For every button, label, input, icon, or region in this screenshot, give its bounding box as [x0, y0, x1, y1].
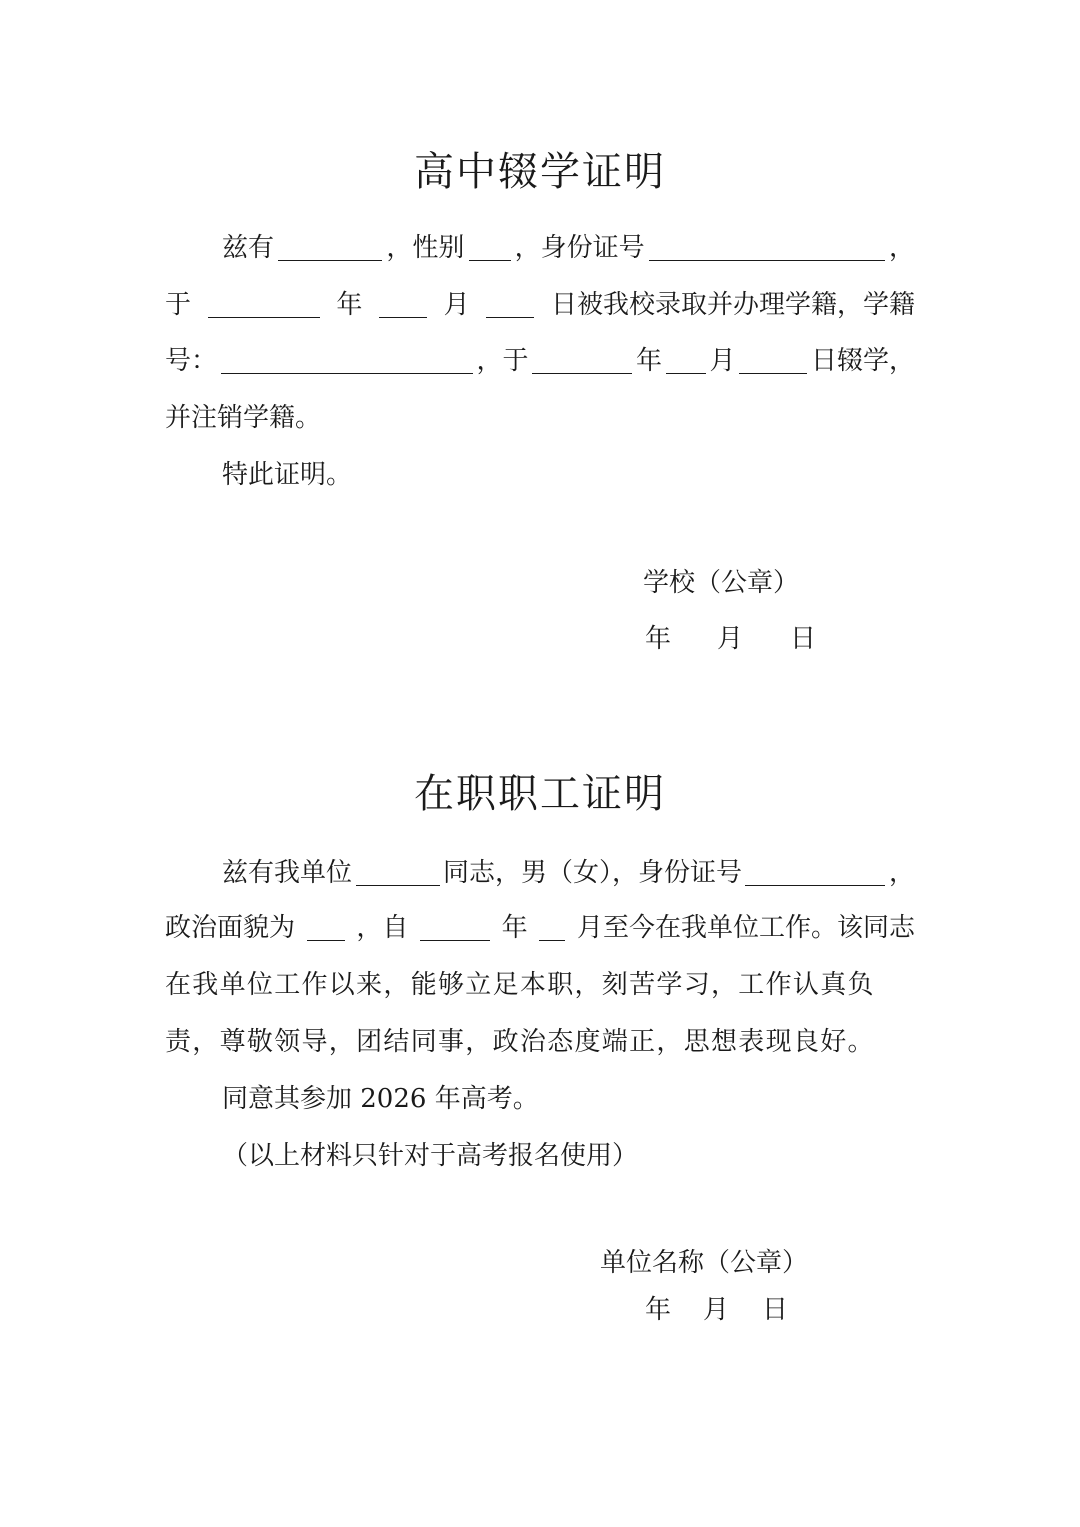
- text: 年: [501, 913, 528, 943]
- political-status-blank[interactable]: [307, 916, 345, 941]
- text: 同志，男（女），身份证号: [442, 858, 742, 888]
- text: 日辍学，: [810, 346, 915, 376]
- text: 日被我校录取并办理学籍，学籍: [550, 290, 915, 320]
- cert2-line-6: [222, 1133, 915, 1169]
- enroll-year-blank[interactable]: [208, 293, 320, 318]
- cert2-line-4: [165, 1019, 915, 1055]
- text: 月: [443, 290, 470, 320]
- date-year-label: 年: [645, 624, 672, 654]
- cert1-line-4: [165, 395, 915, 431]
- name-blank[interactable]: [278, 236, 382, 261]
- start-month-blank[interactable]: [539, 916, 565, 941]
- cert2-line-2: [165, 905, 915, 941]
- dropout-month-blank[interactable]: [666, 349, 706, 374]
- text: 兹有我单位: [222, 858, 353, 888]
- cert2-line-1: [222, 850, 915, 886]
- text: ，于: [476, 346, 529, 376]
- text: 特此证明。: [222, 460, 353, 490]
- gender-blank[interactable]: [469, 236, 511, 261]
- cert1-line-1: [222, 225, 915, 261]
- text: 在我单位工作以来，能够立足本职，刻苦学习，工作认真负: [165, 970, 875, 1000]
- dropout-day-blank[interactable]: [739, 349, 807, 374]
- text: 年: [336, 290, 363, 320]
- cert2-line-3: [165, 962, 915, 998]
- cert2-title: 在职职工证明: [414, 771, 666, 817]
- employee-name-blank[interactable]: [356, 861, 440, 886]
- text: 兹有: [222, 233, 275, 263]
- date-day-label: 日: [790, 624, 817, 654]
- text: （以上材料只针对于高考报名使用）: [222, 1141, 639, 1171]
- date-year-label: 年: [645, 1295, 672, 1325]
- id-number-blank[interactable]: [745, 861, 885, 886]
- cert2-line-5: [222, 1076, 915, 1112]
- start-year-blank[interactable]: [420, 916, 490, 941]
- cert1-line-3: [165, 338, 915, 374]
- text: ，性别: [386, 233, 465, 263]
- text: 月至今在我单位工作。该同志: [576, 913, 915, 943]
- text: 月: [709, 346, 736, 376]
- text: 责，尊敬领导，团结同事，政治态度端正，思想表现良好。: [165, 1027, 875, 1057]
- text: 同意其参加 2026 年高考。: [222, 1084, 539, 1114]
- text: 政治面貌为: [165, 913, 296, 943]
- text: ，自: [356, 913, 409, 943]
- date-month-label: 月: [703, 1295, 730, 1325]
- text: 号：: [165, 346, 218, 376]
- text: ，: [888, 233, 915, 263]
- dropout-year-blank[interactable]: [532, 349, 632, 374]
- enroll-day-blank[interactable]: [486, 293, 534, 318]
- text: ，: [888, 858, 915, 888]
- unit-seal-label: 单位名称（公章）: [600, 1248, 809, 1278]
- text: 并注销学籍。: [165, 403, 322, 433]
- cert1-line-2: [165, 282, 915, 318]
- cert1-line-5: [222, 452, 915, 488]
- text: 年: [635, 346, 662, 376]
- student-number-blank[interactable]: [221, 349, 473, 374]
- enroll-month-blank[interactable]: [379, 293, 427, 318]
- school-seal-label: 学校（公章）: [643, 568, 800, 598]
- text: 于: [165, 290, 192, 320]
- date-month-label: 月: [717, 624, 744, 654]
- date-day-label: 日: [762, 1295, 789, 1325]
- id-number-blank[interactable]: [649, 236, 885, 261]
- text: ，身份证号: [514, 233, 645, 263]
- cert1-title: 高中辍学证明: [414, 149, 666, 195]
